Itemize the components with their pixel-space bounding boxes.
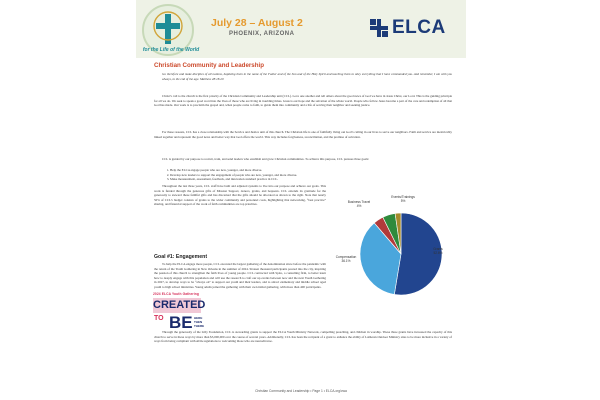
elca-logo: [369, 17, 446, 39]
event-dates: July 28 – August 2: [211, 17, 303, 29]
page-footer: Christian Community and Leadership • Page 1 • ELCA.org/cwa: [255, 389, 347, 393]
paragraph-purpose: CCL is guided by our purpose to recruit, train, and send leaders who establish and grow Christian communities. To achieve this purpose, CCL pursues three goals:: [162, 157, 370, 161]
badge-be: BE: [169, 313, 193, 332]
list-item: 1. Help the ELCA engage people who are new, younger, and more diverse.: [170, 168, 460, 173]
slice-label: Grants: [433, 247, 443, 251]
event-location: PHOENIX, ARIZONA: [229, 31, 295, 37]
goals-list: [162, 168, 460, 182]
list-item: 3. Make measurement, assessment, feedback, and innovation standard practice in CCL.: [170, 177, 460, 182]
paragraph-intro: Christ’s call to the church is the first priority of the Christian Community and Leadership unit (CCL). Love one another and tell others about the good news of God we have in Jesus Christ, our Lord. This is the guiding principle for all we do. We seek to speak a good word into the lives of those who are living in troubling times. Jesus is our hope and the salvation of the whole world. People who follow Jesus become a part of the care and redemption of all that God has made. Our work is to proclaim the gospel and, when people come to faith, to guide them into community and a life of serving their neighbor and seeking justice.: [154, 94, 452, 107]
paragraph-engagement: To help the ELCA engage more people, CCL executed the largest gathering of the denomination since before the pandemic with the return of the Youth Gathering in New Orleans in the summer of 2024. Sixteen thousand participants poured into the city, inspiring the passion of this church to strengthen the faith lives of young people. CCL contracted with Spiro, a consulting firm, to better learn how to deeply engage with this population and will use the research to craft our up events between now and the next Youth Gathering in 2027, to develop ways to be “always on” to support our youth and their leaders, and to attract elementary and middle school aged youth to high school ministries. Young adults joined the gathering with their own initial gathering, with more than 400 participants.: [154, 262, 326, 289]
badge-created: CREATED: [153, 299, 206, 311]
scripture-verse: Go therefore and make disciples of all nations, baptizing them in the name of the Father and of the Son and of the Holy Spirit and teaching them to obey everything that I have commanded you. And remember, I am with you always, to the end of the age. Matthew 28:18-20: [162, 72, 452, 81]
paragraph-service: For these reasons, CCL has a close relationship with the Service and Justice unit of this church. The Christian life is one of faithfully living out God’s calling in our lives to serve our neighbors. Faith and service are inextricably linked together and represent the good news and better way that God offers the world. This way includes forgiveness, reconciliation, and the promise of salvation.: [154, 130, 452, 139]
goal1-heading: Goal #1: Engagement: [154, 254, 208, 260]
slice-value: 36.1%: [341, 258, 351, 263]
list-item: 2. Develop new leaders to support the engagement of people who are new, younger, and more diverse.: [170, 173, 460, 178]
slice-label: Events/Trainings: [391, 195, 415, 199]
badge-side-text: HERE THEN THERE: [194, 316, 205, 328]
logo-tagline: for the Life of the World: [142, 47, 200, 53]
slice-value: 52.6%: [433, 250, 443, 255]
paragraph-grants: Through the generosity of the Lilly Foundation, CCL is stewarding grants to support the ELCA Youth Ministry Network, compelling preaching, and children in worship. These three grants have increased the capacity of this church to serve in these ways by more than $3,000,000 over the course of several years. Additionally, CCL has been the recipient of a grant to enhance the ability of Lutheran Outdoor Ministry sites to be more inclusive in a variety of ways from being compliant with ADA regulations to welcoming those who are neurodiverse.: [154, 330, 452, 343]
budget-pie-chart: [334, 196, 449, 324]
slice-value: 4%: [356, 203, 362, 208]
document-page: [136, 0, 466, 400]
badge-year: 2024 ELCA Youth Gathering: [153, 292, 200, 296]
slice-label: Compensation: [335, 255, 357, 259]
slice-label: Business Travel: [347, 200, 371, 204]
label-compensation: [334, 256, 358, 264]
slice-value: 5%: [400, 198, 406, 203]
paragraph-funding: Throughout the last three years, CCL staff have built and adjusted systems to live into our purpose and achieve our goals. This work is funded through the generous gifts of Mission Support, donors, grants, and bequests. CCL extends its gratitude for the generosity to steward these faithful gifts and has discerned that the gifts should be allocated as shown to the right. Note that nearly 50% of CCL’s budget consists of grants to the wider community and personnel costs, highlighting that networking, “best practice” sharing, and financial support of the work of faith communities are top priorities.: [154, 184, 326, 206]
youth-gathering-badge: [153, 292, 207, 338]
elca-wordmark: ELCA: [392, 17, 446, 38]
label-events: [386, 196, 420, 204]
label-grants: [428, 248, 448, 256]
label-business-travel: [346, 201, 372, 209]
page-header: [136, 0, 466, 58]
badge-to: TO: [154, 315, 164, 322]
page-title: Christian Community and Leadership: [154, 62, 265, 69]
elca-cross-icon: [369, 18, 389, 38]
